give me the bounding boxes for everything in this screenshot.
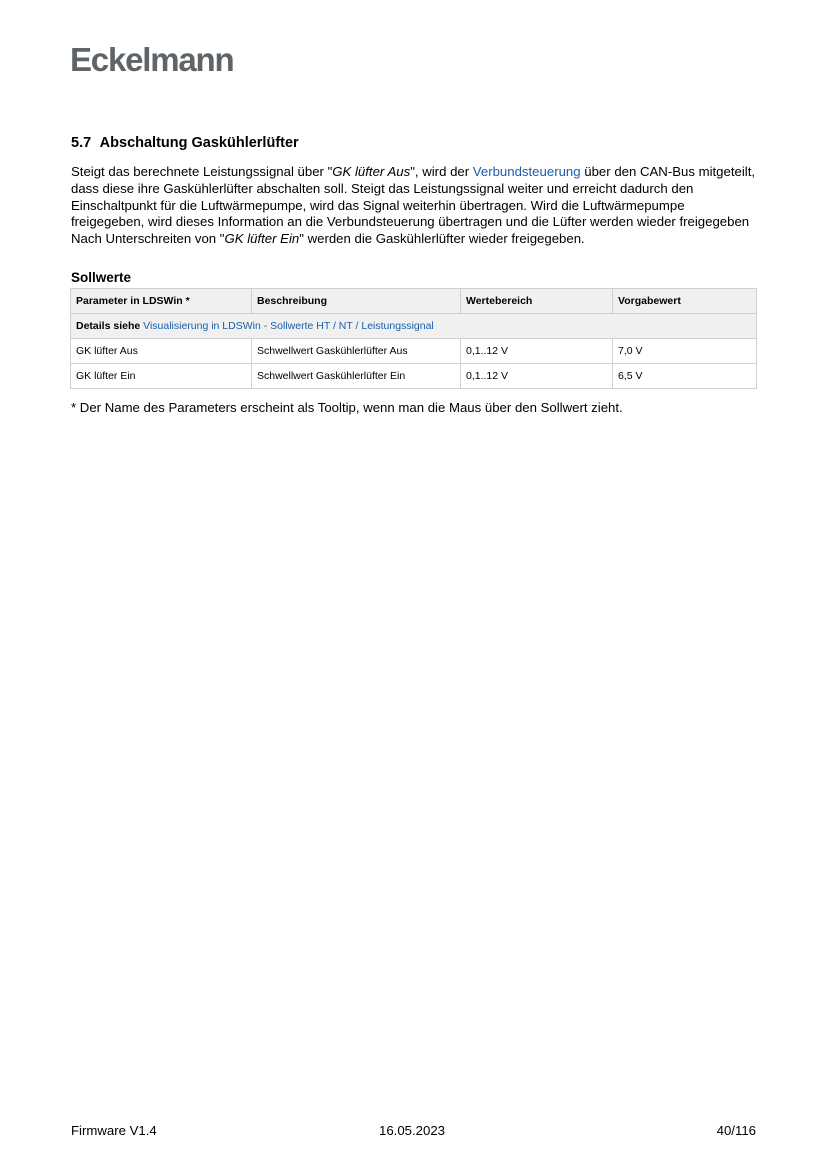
footnote: * Der Name des Parameters erscheint als Tooltip, wenn man die Maus über den Sollwert zieht.	[71, 400, 623, 415]
table-header-row	[71, 289, 757, 314]
param-gk-luefter-aus-ref: GK lüfter Aus	[332, 164, 411, 179]
cell-vorgabewert: 6,5 V	[613, 364, 757, 389]
body-text-4: über den CAN-Bus mitgeteilt, dass diese ihre Gaskühlerlüfter abschalten soll. Steigt das Leistungssignal weiter und erreicht dadurch den Einschaltpunkt für die Luftwärmepumpe, wird das Signal weiterhin übertragen. Wird die Luftwärmepumpe freigegeben, wird dieses Information an die Verbundsteuerung übertragen und die Lüfter werden wieder freigegeben Nach Unterschreiten von "	[71, 164, 756, 247]
column-header-parameter: Parameter in LDSWin *	[71, 289, 252, 314]
sollwerte-heading: Sollwerte	[71, 270, 132, 285]
details-row	[71, 314, 757, 339]
column-header-wertebereich: Wertebereich	[461, 289, 613, 314]
cell-vorgabewert: 7,0 V	[613, 339, 757, 364]
body-paragraph	[71, 164, 761, 248]
body-text-1: Steigt das berechnete Leistungssignal über "	[71, 164, 333, 179]
cell-parameter: GK lüfter Aus	[71, 339, 252, 364]
body-text-3: ", wird der	[410, 164, 473, 179]
sollwerte-table	[70, 288, 757, 389]
section-title: Abschaltung Gaskühlerlüfter	[99, 135, 299, 151]
footer-firmware: Firmware V1.4	[71, 1123, 157, 1138]
cell-beschreibung: Schwellwert Gaskühlerlüfter Aus	[252, 339, 461, 364]
table-row	[71, 339, 757, 364]
section-number: 5.7	[71, 135, 92, 151]
details-cell	[71, 314, 757, 339]
param-gk-luefter-ein-ref: GK lüfter Ein	[224, 231, 300, 247]
eckelmann-logo: Eckelmann	[70, 41, 234, 78]
verbundsteuerung-link[interactable]: Verbundsteuerung	[472, 164, 581, 179]
cell-beschreibung: Schwellwert Gaskühlerlüfter Ein	[252, 364, 461, 389]
cell-parameter: GK lüfter Ein	[71, 364, 252, 389]
cell-wertebereich: 0,1..12 V	[461, 364, 613, 389]
footer-date: 16.05.2023	[379, 1123, 446, 1138]
footer-page-number: 40/116	[716, 1123, 756, 1138]
details-label: Details siehe	[76, 320, 141, 332]
column-header-beschreibung: Beschreibung	[252, 289, 461, 314]
section-heading	[71, 134, 299, 152]
cell-wertebereich: 0,1..12 V	[461, 339, 613, 364]
body-text-6: " werden die Gaskühlerlüfter wieder freigegeben.	[299, 231, 585, 247]
visualisierung-link[interactable]: Visualisierung in LDSWin - Sollwerte HT / NT / Leistungssignal	[143, 320, 434, 332]
table-row	[71, 364, 757, 389]
column-header-vorgabewert: Vorgabewert	[613, 289, 757, 314]
